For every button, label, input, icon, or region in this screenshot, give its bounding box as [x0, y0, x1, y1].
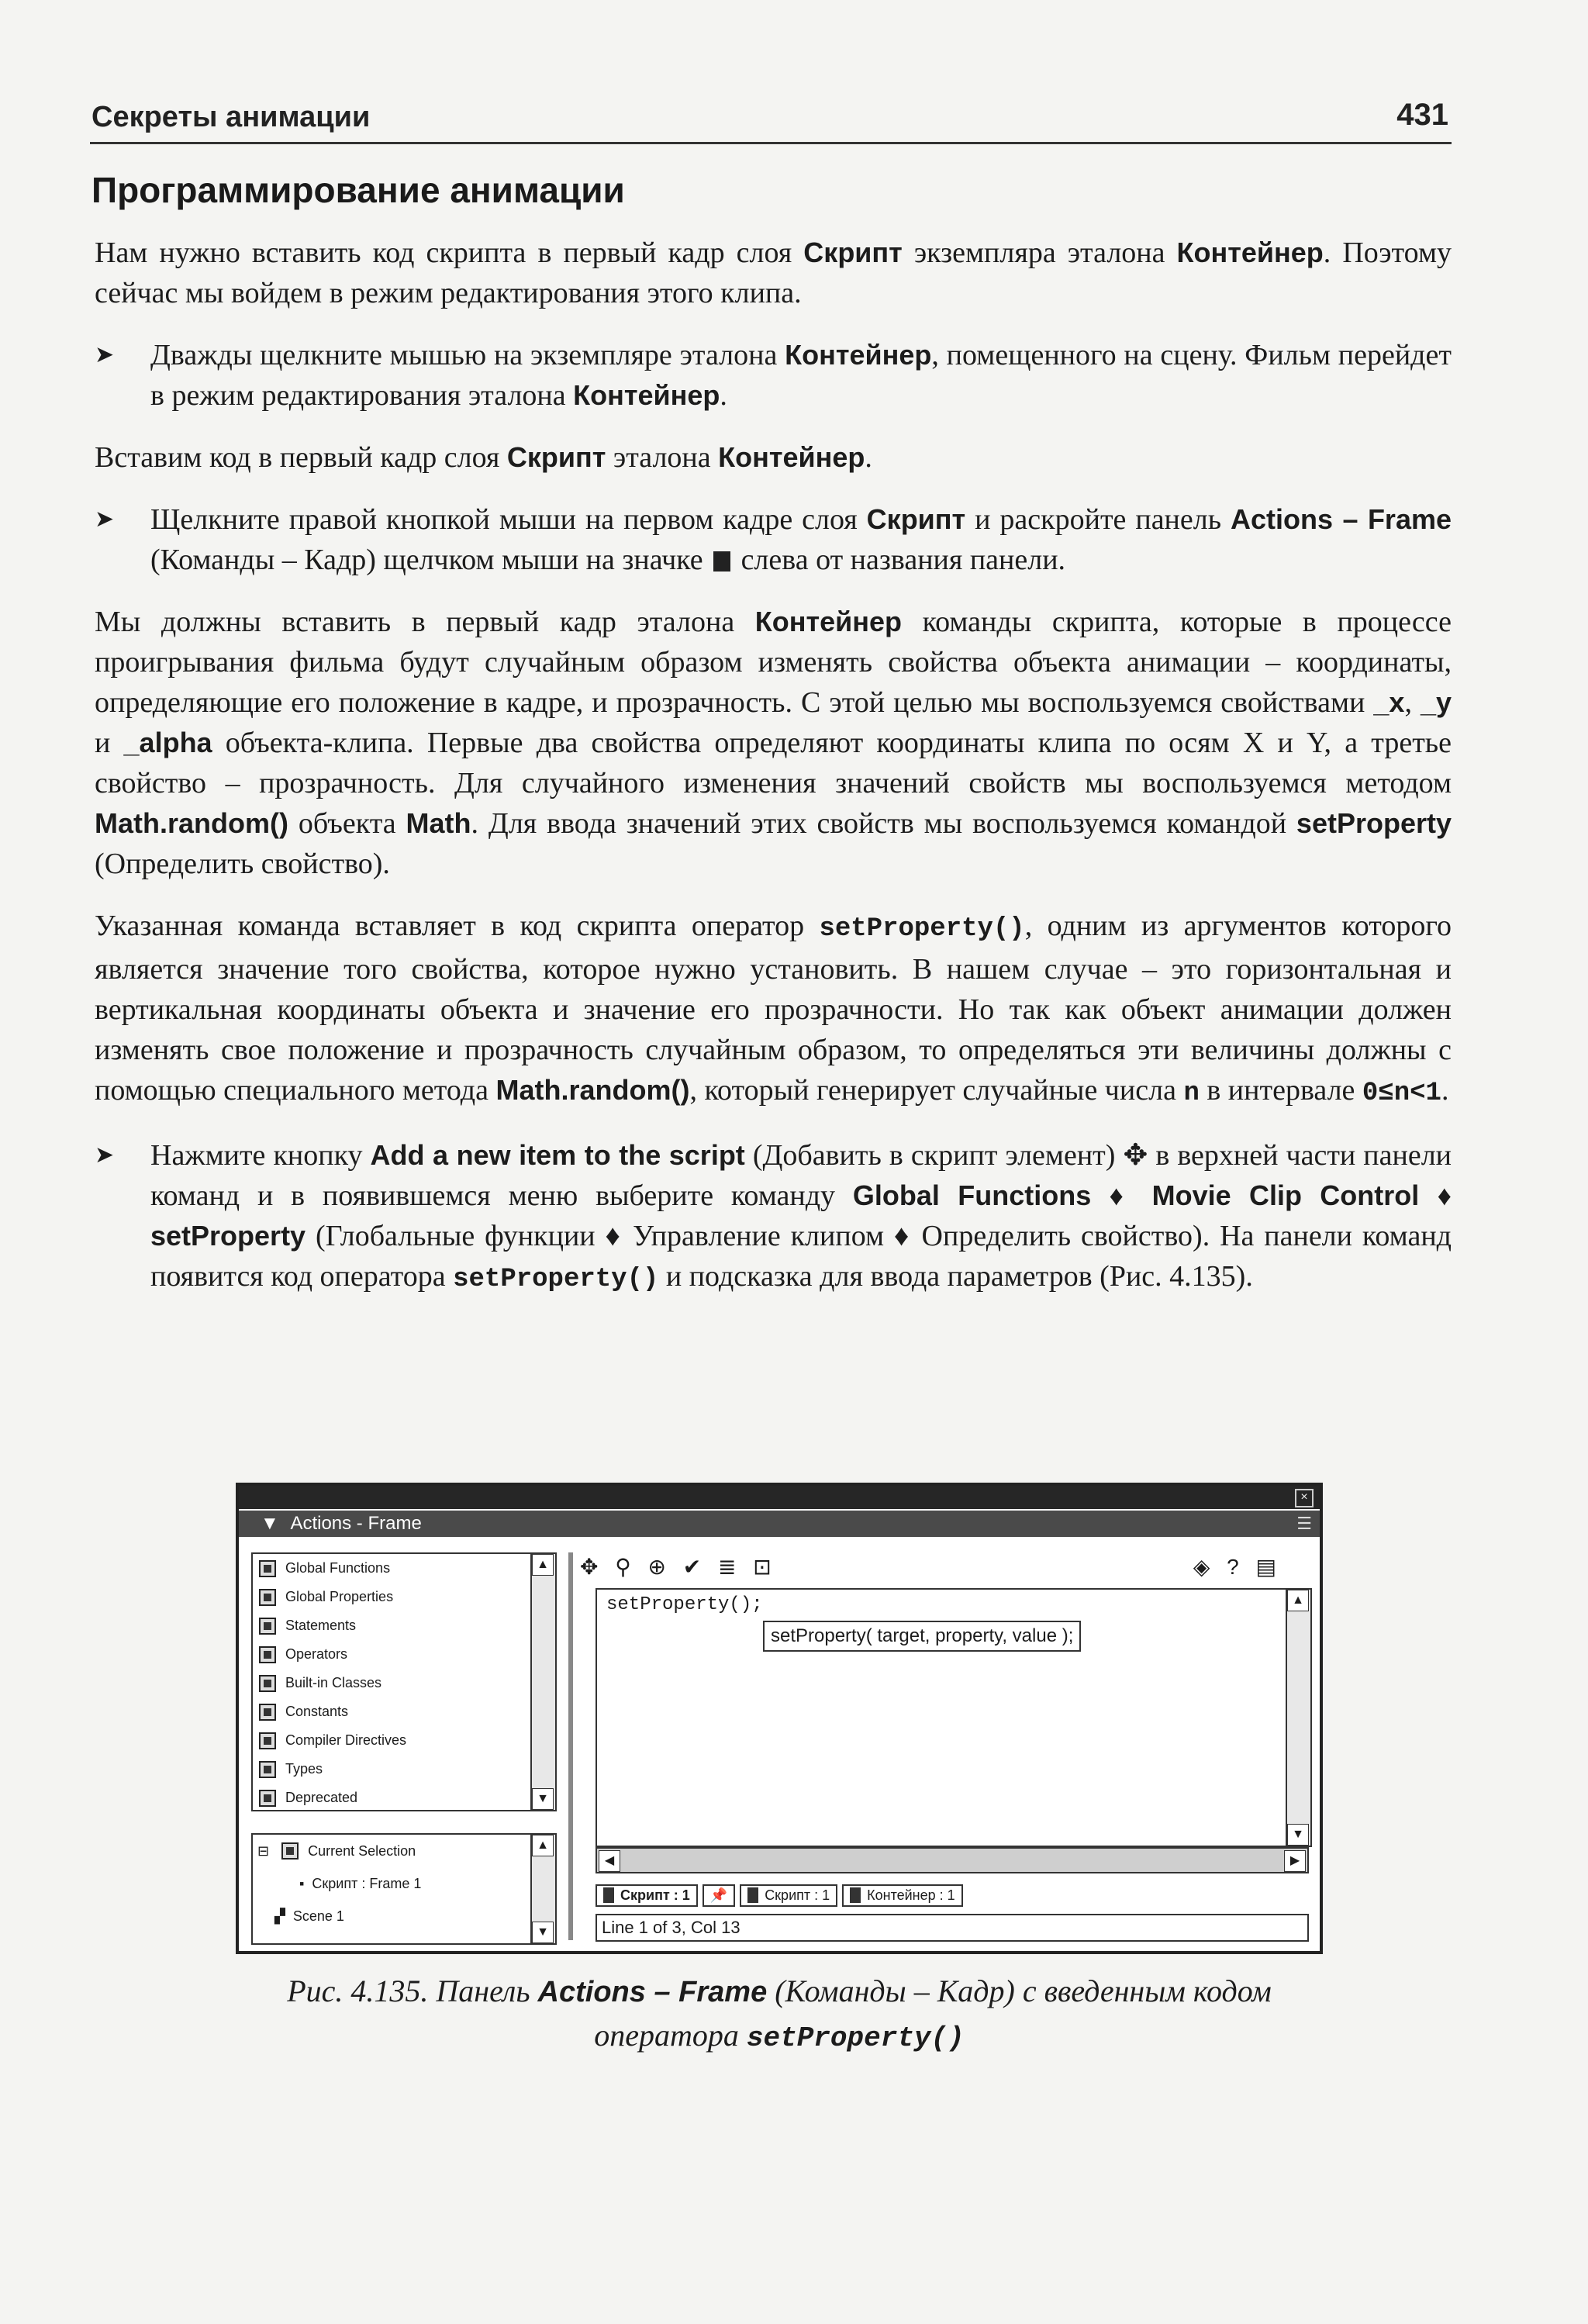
arrow-bullet-icon: ➤ — [95, 506, 115, 533]
actions-toolbox — [251, 1552, 557, 1811]
toolbox-item[interactable] — [253, 1554, 555, 1583]
toolbox-item[interactable] — [253, 1755, 555, 1784]
toolbox-item[interactable] — [253, 1611, 555, 1640]
book-icon — [259, 1675, 276, 1692]
scroll-right-icon[interactable]: ▶ — [1284, 1850, 1306, 1872]
book-icon — [259, 1646, 276, 1663]
tree-label: Скрипт : Frame 1 — [312, 1875, 422, 1891]
paragraph-2 — [95, 437, 1452, 478]
figure-caption — [236, 1970, 1323, 2060]
toolbox-item-label: Deprecated — [285, 1790, 358, 1805]
bold-term: Контейнер — [718, 441, 865, 473]
text: Рис. 4.135. Панель — [287, 1974, 538, 2008]
text: команды скрипта, которые в процессе проигрывания фильма будут случайным образом изменять свойства объекта анимации – координаты, определяющие его положение в кадре, и прозрачность. С этой целью мы воспользуемся свойствами — [95, 606, 1452, 719]
paragraph-4 — [95, 906, 1452, 1114]
bold-term: Скрипт — [803, 237, 903, 268]
bold-term: Скрипт — [506, 441, 606, 473]
bold-term: Actions – Frame — [537, 1976, 768, 2008]
text: (Добавить в скрипт элемент) — [744, 1139, 1124, 1172]
reference-icon[interactable]: ? — [1227, 1555, 1239, 1579]
tree-label: Current Selection — [308, 1842, 416, 1859]
text: Нажмите кнопку — [150, 1139, 371, 1172]
panel-expand-icon — [713, 551, 730, 572]
text: Дважды щелкните мышью на экземпляре эталона — [150, 339, 785, 371]
toolbox-item-label: Statements — [285, 1618, 357, 1633]
doc-icon — [747, 1887, 758, 1903]
text: слева от названия панели. — [734, 544, 1066, 576]
book-icon — [259, 1618, 276, 1635]
panel-top-bar — [239, 1486, 1320, 1509]
scroll-down-icon[interactable]: ▼ — [1287, 1824, 1309, 1846]
text: и подсказка для ввода параметров (Рис. 4.135). — [658, 1260, 1253, 1293]
text: в верхней части панели команд и в появившемся меню выберите команду — [150, 1139, 1452, 1212]
horizontal-scrollbar[interactable] — [596, 1847, 1309, 1873]
add-item-icon[interactable]: ✥ — [580, 1555, 599, 1579]
text: Вставим код в первый кадр слоя — [95, 441, 507, 474]
actions-toolbar — [580, 1554, 1309, 1582]
tab-label: Скрипт : 1 — [765, 1887, 830, 1903]
text: Щелкните правой кнопкой мыши на первом кадре слоя — [150, 503, 867, 536]
tab-label: Скрипт : 1 — [620, 1887, 690, 1903]
text: . Для ввода значений этих свойств мы воспользуемся командой — [471, 807, 1296, 840]
bullet-step-3 — [95, 1135, 1452, 1300]
running-header: Секреты анимации — [91, 101, 371, 133]
script-pane[interactable] — [596, 1588, 1312, 1847]
text: . Поэтому сейчас мы войдем в режим редактирования этого клипа. — [95, 237, 1452, 309]
scene-icon: ▞ — [274, 1908, 285, 1924]
text: (Команды – Кадр) щелчком мыши на значке — [150, 544, 711, 576]
text: и — [95, 727, 124, 759]
toolbox-item-label: Constants — [285, 1704, 349, 1719]
toolbox-item-label: Global Functions — [285, 1560, 391, 1576]
toolbox-item[interactable] — [253, 1669, 555, 1697]
toolbox-item[interactable] — [253, 1726, 555, 1755]
collapse-arrow-icon[interactable]: ▼ — [261, 1513, 279, 1534]
bold-term: Math.random() — [95, 807, 288, 839]
bold-term: _x — [1373, 686, 1405, 718]
bold-term: _alpha — [123, 727, 212, 758]
body-text — [95, 233, 1452, 1321]
toolbox-list — [253, 1554, 555, 1812]
scroll-down-icon[interactable]: ▼ — [532, 1922, 554, 1943]
add-item-icon: ✥ — [1123, 1139, 1148, 1172]
bold-term: Скрипт — [866, 503, 966, 535]
bold-term: Add a new item to the script — [370, 1139, 745, 1171]
book-icon — [281, 1842, 299, 1860]
book-icon — [259, 1761, 276, 1778]
navigator-scrollbar[interactable] — [530, 1835, 555, 1943]
bold-term: Math.random() — [495, 1074, 690, 1106]
status-bar: Line 1 of 3, Col 13 — [596, 1914, 1309, 1942]
toolbox-item-label: Operators — [285, 1646, 348, 1662]
script-navigator — [251, 1833, 557, 1945]
scroll-up-icon[interactable]: ▲ — [532, 1554, 554, 1576]
book-icon — [259, 1704, 276, 1721]
scroll-up-icon[interactable]: ▲ — [1287, 1590, 1309, 1611]
auto-format-icon[interactable]: ≣ — [718, 1555, 737, 1579]
text: , помещенного на сцену. Фильм перейдет в режим редактирования эталона — [150, 339, 1452, 412]
text: объекта — [288, 807, 406, 840]
code-term: 0≤n<1 — [1362, 1079, 1441, 1108]
book-icon — [259, 1732, 276, 1749]
text: . — [720, 379, 727, 412]
text: экземпляра эталона — [902, 237, 1177, 269]
bold-term: Контейнер — [573, 379, 720, 411]
text: Указанная команда вставляет в код скрипта оператор — [95, 910, 820, 942]
doc-icon — [603, 1887, 614, 1903]
tree-current-selection[interactable] — [253, 1835, 555, 1867]
toolbox-item-label: Global Properties — [285, 1589, 394, 1604]
text: . — [865, 441, 872, 474]
text: эталона — [606, 441, 719, 474]
toolbox-scrollbar[interactable] — [530, 1554, 555, 1810]
arrow-bullet-icon: ➤ — [95, 1141, 115, 1169]
frame-doc-icon: ▪ — [299, 1875, 305, 1891]
tab-label: Контейнер : 1 — [867, 1887, 955, 1903]
tree-collapse-icon[interactable]: ⊟ — [257, 1842, 270, 1859]
toolbox-item[interactable] — [253, 1640, 555, 1669]
code-hint-icon[interactable]: ⊡ — [753, 1555, 772, 1579]
book-icon — [259, 1560, 276, 1577]
debug-options-icon[interactable]: ◈ — [1193, 1555, 1210, 1579]
toolbox-item[interactable] — [253, 1784, 555, 1812]
doc-icon — [850, 1887, 861, 1903]
toolbox-item-label: Types — [285, 1761, 323, 1777]
actions-panel-figure — [236, 1483, 1323, 1954]
bold-term: Actions – Frame — [1231, 503, 1452, 535]
page-number: 431 — [1396, 98, 1448, 132]
paragraph-1 — [95, 233, 1452, 313]
book-icon — [259, 1790, 276, 1807]
text: (Глобальные функции ♦ Управление клипом ♦ Определить свойство). На панели команд появится код оператора — [150, 1220, 1452, 1293]
view-options-icon[interactable]: ▤ — [1255, 1555, 1276, 1579]
code-hint-tooltip: setProperty( target, property, value ); — [763, 1621, 1081, 1652]
scroll-down-icon[interactable]: ▼ — [532, 1788, 554, 1810]
paragraph-3 — [95, 602, 1452, 884]
text: (Команды – Кадр) с введенным кодом оператора — [594, 1974, 1272, 2053]
text: Нам нужно вставить код скрипта в первый кадр слоя — [95, 237, 804, 269]
book-icon — [259, 1589, 276, 1606]
text: . — [1441, 1074, 1449, 1107]
text: (Определить свойство). — [95, 848, 390, 880]
tree-frame-item[interactable] — [253, 1867, 555, 1900]
text: в интервале — [1199, 1074, 1362, 1107]
tree-label: Scene 1 — [292, 1908, 344, 1924]
code-term: n — [1183, 1079, 1200, 1108]
panel-splitter[interactable] — [568, 1552, 573, 1940]
section-title: Программирование анимации — [91, 170, 625, 210]
find-icon[interactable]: ⚲ — [615, 1555, 631, 1579]
script-tab[interactable] — [842, 1884, 963, 1907]
close-icon[interactable]: × — [1295, 1489, 1314, 1507]
script-tabs — [596, 1880, 1309, 1911]
toolbox-item-label: Compiler Directives — [285, 1732, 407, 1748]
script-scrollbar[interactable] — [1286, 1590, 1310, 1846]
code-line: setProperty(); — [606, 1594, 763, 1615]
script-tab[interactable] — [740, 1884, 837, 1907]
bullet-step-1 — [95, 335, 1452, 416]
text: и раскройте панель — [965, 503, 1231, 536]
code-term: setProperty() — [819, 914, 1025, 944]
panel-title: Actions - Frame — [290, 1513, 422, 1534]
text: , — [1404, 686, 1421, 719]
pin-script-tab[interactable] — [703, 1884, 735, 1907]
toolbox-item[interactable] — [253, 1697, 555, 1726]
text: , который генерирует случайные числа — [689, 1074, 1184, 1107]
text: , одним из аргументов которого является значение того свойства, которое нужно установить. В нашем случае – это горизонтальная и вертикальная координаты объекта и значение его прозрачности. Но так как объект анимации должен изменять свое положение и прозрачность случайным образом, то определяться эти величины должны с помощью специального метода — [95, 910, 1452, 1107]
toolbox-item[interactable] — [253, 1583, 555, 1611]
arrow-bullet-icon: ➤ — [95, 341, 115, 368]
bold-term: Контейнер — [1176, 237, 1324, 268]
check-syntax-icon[interactable]: ✔ — [682, 1555, 702, 1579]
text: объекта-клипа. Первые два свойства определяют координаты клипа по осям X и Y, а третье свойство – прозрачность. Для случайного изменения значений свойств мы воспользуемся методом — [95, 727, 1452, 799]
pin-icon[interactable]: 📌 — [709, 1887, 728, 1903]
scroll-up-icon[interactable]: ▲ — [532, 1835, 554, 1856]
tree-scene-item[interactable] — [253, 1900, 555, 1932]
bold-term: _y — [1420, 686, 1452, 718]
bullet-step-2 — [95, 499, 1452, 580]
script-tab[interactable] — [596, 1884, 698, 1907]
text: Мы должны вставить в первый кадр эталона — [95, 606, 755, 638]
scroll-left-icon[interactable]: ◀ — [599, 1850, 620, 1872]
bold-term: Контейнер — [785, 339, 932, 371]
panel-menu-icon[interactable]: ☰ — [1296, 1514, 1312, 1533]
insert-target-icon[interactable]: ⊕ — [647, 1555, 667, 1579]
code-term: setProperty() — [746, 2022, 965, 2054]
bold-term: Контейнер — [754, 606, 903, 637]
panel-title-bar[interactable] — [239, 1511, 1320, 1537]
bold-term: Global Functions ♦ Movie Clip Control ♦ setProperty — [150, 1179, 1452, 1252]
toolbox-item-label: Built-in Classes — [285, 1675, 382, 1690]
code-term: setProperty() — [453, 1265, 659, 1294]
bold-term: setProperty — [1296, 807, 1452, 839]
header-rule — [90, 142, 1452, 144]
bold-term: Math — [406, 807, 471, 839]
